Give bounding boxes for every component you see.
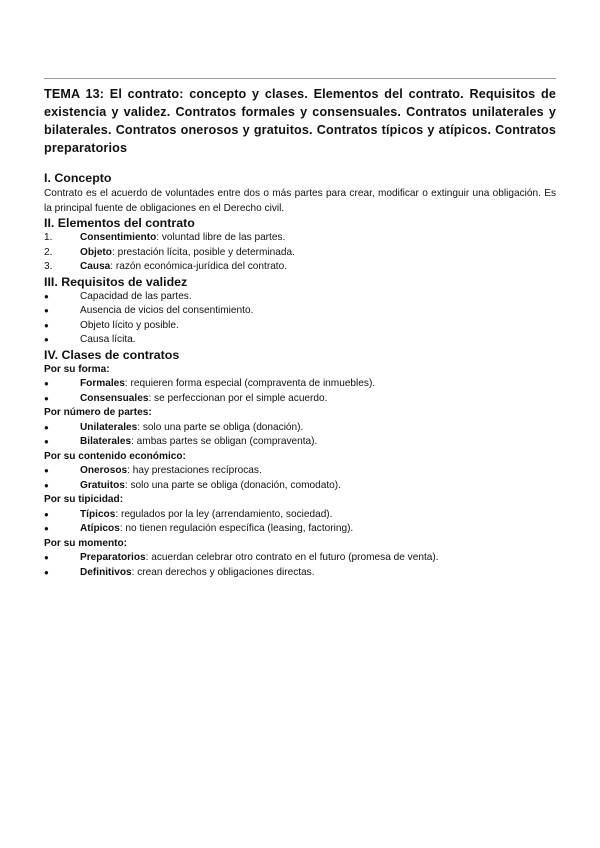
requisitos-list — [44, 290, 556, 348]
term-description: : voluntad libre de las partes. — [156, 232, 286, 243]
bullet-icon: ● — [44, 335, 49, 344]
section-heading-elementos: II. Elementos del contrato — [44, 216, 195, 230]
group-label-contenido: Por su contenido económico: — [44, 450, 186, 462]
term-description: : no tienen regulación específica (leasing, factoring). — [119, 523, 354, 534]
list-item-text: Objeto lícito y posible. — [80, 319, 179, 331]
term-label: Unilaterales — [80, 421, 138, 433]
term-label: Consensuales — [80, 392, 149, 404]
bullet-icon: ● — [44, 567, 49, 577]
term-label: Onerosos — [80, 465, 128, 476]
bullet-icon: ● — [44, 291, 49, 301]
term-description: : ambas partes se obligan (compraventa). — [131, 436, 318, 447]
document-title: TEMA 13: El contrato: concepto y clases. Elementos del contrato. Requisitos de existencia y validez. Contratos formales y consensuales. Contratos unilaterales y bilaterales. Contratos onerosos y gratuitos. Contratos típicos y atípicos. Contratos preparatorios — [44, 87, 556, 155]
section-heading-clases: IV. Clases de contratos — [44, 347, 180, 362]
list-item — [44, 333, 556, 348]
list-item — [44, 377, 556, 392]
term-description: : regulados por la ley (arrendamiento, sociedad). — [115, 508, 333, 520]
group-label-partes: Por número de partes: — [44, 407, 152, 418]
section-heading-requisitos: III. Requisitos de validez — [44, 274, 188, 289]
term-description: : requieren forma especial (compraventa de inmuebles). — [124, 378, 376, 389]
list-item — [44, 479, 556, 494]
list-item — [44, 435, 556, 450]
list-number: 1. — [44, 232, 53, 243]
term-description: : prestación lícita, posible y determinada. — [111, 246, 295, 258]
group-label-momento: Por su momento: — [44, 537, 127, 549]
bullet-icon: ● — [44, 480, 49, 490]
partes-list — [44, 421, 556, 450]
term-label: Atípicos — [80, 523, 120, 534]
bullet-icon: ● — [44, 437, 49, 446]
list-number: 2. — [44, 246, 53, 258]
list-item — [44, 246, 556, 261]
list-item-text: Causa lícita. — [80, 334, 136, 345]
bullet-icon: ● — [44, 553, 49, 562]
list-item — [44, 421, 556, 436]
bullet-icon: ● — [44, 379, 49, 388]
document-page — [44, 78, 556, 580]
elementos-list — [44, 231, 556, 275]
term-description: : razón económica-jurídica del contrato. — [110, 261, 288, 272]
bullet-icon: ● — [44, 306, 49, 315]
bullet-icon: ● — [44, 393, 49, 403]
term-label: Definitivos — [80, 566, 132, 578]
list-item — [44, 522, 556, 537]
bullet-icon: ● — [44, 422, 49, 432]
list-item — [44, 464, 556, 479]
term-description: : solo una parte se obliga (donación). — [137, 421, 304, 433]
term-label: Típicos — [80, 508, 116, 520]
list-item — [44, 508, 556, 523]
concepto-paragraph: Contrato es el acuerdo de voluntades entre dos o más partes para crear, modificar o extinguir una obligación. Es la principal fuente de obligaciones en el Derecho civil. — [44, 188, 556, 214]
list-item — [44, 290, 556, 305]
list-item — [44, 231, 556, 246]
term-label: Objeto — [80, 246, 112, 258]
bullet-icon: ● — [44, 524, 49, 533]
momento-list — [44, 551, 556, 580]
bullet-icon: ● — [44, 320, 49, 330]
list-item — [44, 566, 556, 581]
list-item — [44, 304, 556, 319]
term-label: Causa — [80, 261, 111, 272]
contenido-list — [44, 464, 556, 493]
top-divider — [44, 78, 556, 79]
term-label: Consentimiento — [80, 232, 157, 243]
term-description: : se perfeccionan por el simple acuerdo. — [148, 392, 328, 404]
term-label: Gratuitos — [80, 479, 125, 491]
list-item — [44, 392, 556, 407]
term-label: Preparatorios — [80, 552, 146, 563]
term-description: : hay prestaciones recíprocas. — [127, 465, 262, 476]
list-item-text: Ausencia de vicios del consentimiento. — [80, 305, 254, 316]
group-label-forma: Por su forma: — [44, 363, 110, 375]
list-item — [44, 551, 556, 566]
list-item — [44, 260, 556, 275]
term-label: Formales — [80, 378, 125, 389]
term-description: : crean derechos y obligaciones directas. — [131, 566, 315, 578]
term-description: : solo una parte se obliga (donación, comodato). — [124, 479, 341, 491]
list-item-text: Capacidad de las partes. — [80, 290, 192, 302]
term-description: : acuerdan celebrar otro contrato en el futuro (promesa de venta). — [145, 552, 439, 563]
bullet-icon: ● — [44, 509, 49, 519]
forma-list — [44, 377, 556, 406]
section-heading-concepto: I. Concepto — [44, 171, 112, 185]
list-item — [44, 319, 556, 334]
group-label-tipicidad: Por su tipicidad: — [44, 494, 124, 505]
bullet-icon: ● — [44, 466, 49, 475]
tipicidad-list — [44, 508, 556, 537]
term-label: Bilaterales — [80, 436, 132, 447]
list-number: 3. — [44, 261, 53, 272]
